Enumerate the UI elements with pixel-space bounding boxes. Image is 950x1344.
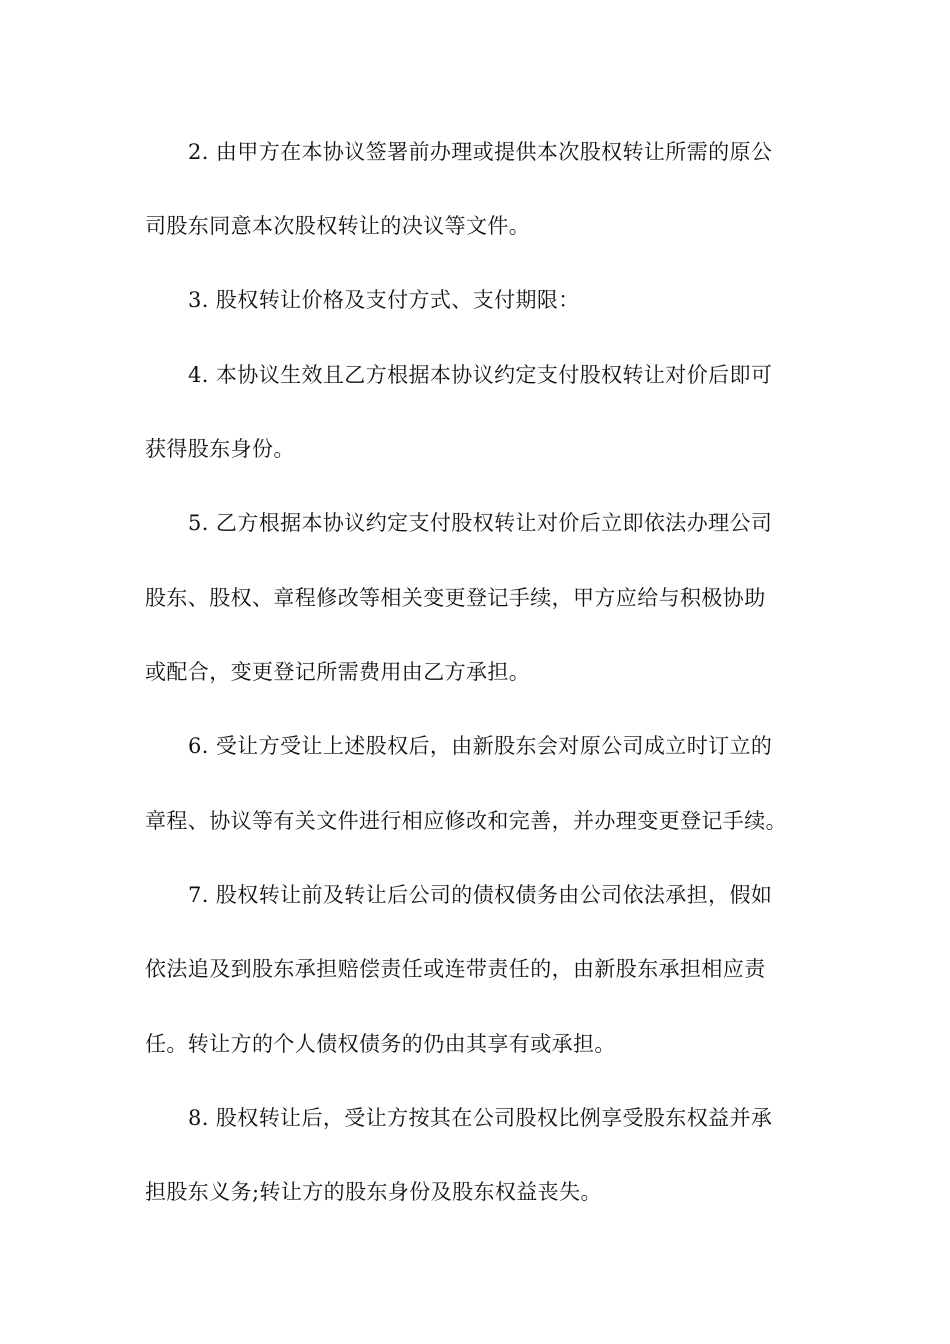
paragraph-3-line-1: 3. 股权转让价格及支付方式、支付期限： bbox=[188, 288, 580, 312]
paragraph-7-line-3: 任。转让方的个人债权债务的仍由其享有或承担。 bbox=[145, 1032, 616, 1056]
paragraph-8-line-1: 8. 股权转让后，受让方按其在公司股权比例享受股东权益并承 bbox=[188, 1106, 773, 1130]
paragraph-7-line-2: 依法追及到股东承担赔偿责任或连带责任的，由新股东承担相应责 bbox=[145, 957, 766, 981]
paragraph-5-line-2: 股东、股权、章程修改等相关变更登记手续，甲方应给与积极协助 bbox=[145, 586, 766, 610]
paragraph-5-line-1: 5. 乙方根据本协议约定支付股权转让对价后立即依法办理公司 bbox=[188, 511, 773, 535]
paragraph-7-line-1: 7. 股权转让前及转让后公司的债权债务由公司依法承担，假如 bbox=[188, 883, 773, 907]
paragraph-2-line-2: 司股东同意本次股权转让的决议等文件。 bbox=[145, 214, 531, 238]
paragraph-2-line-1: 2. 由甲方在本协议签署前办理或提供本次股权转让所需的原公 bbox=[188, 140, 773, 164]
paragraph-4-line-2: 获得股东身份。 bbox=[145, 437, 295, 461]
paragraph-5-line-3: 或配合，变更登记所需费用由乙方承担。 bbox=[145, 660, 531, 684]
paragraph-8-line-2: 担股东义务;转让方的股东身份及股东权益丧失。 bbox=[145, 1180, 602, 1204]
paragraph-4-line-1: 4. 本协议生效且乙方根据本协议约定支付股权转让对价后即可 bbox=[188, 363, 773, 387]
paragraph-6-line-1: 6. 受让方受让上述股权后，由新股东会对原公司成立时订立的 bbox=[188, 734, 773, 758]
paragraph-6-line-2: 章程、协议等有关文件进行相应修改和完善，并办理变更登记手续。 bbox=[145, 809, 787, 833]
